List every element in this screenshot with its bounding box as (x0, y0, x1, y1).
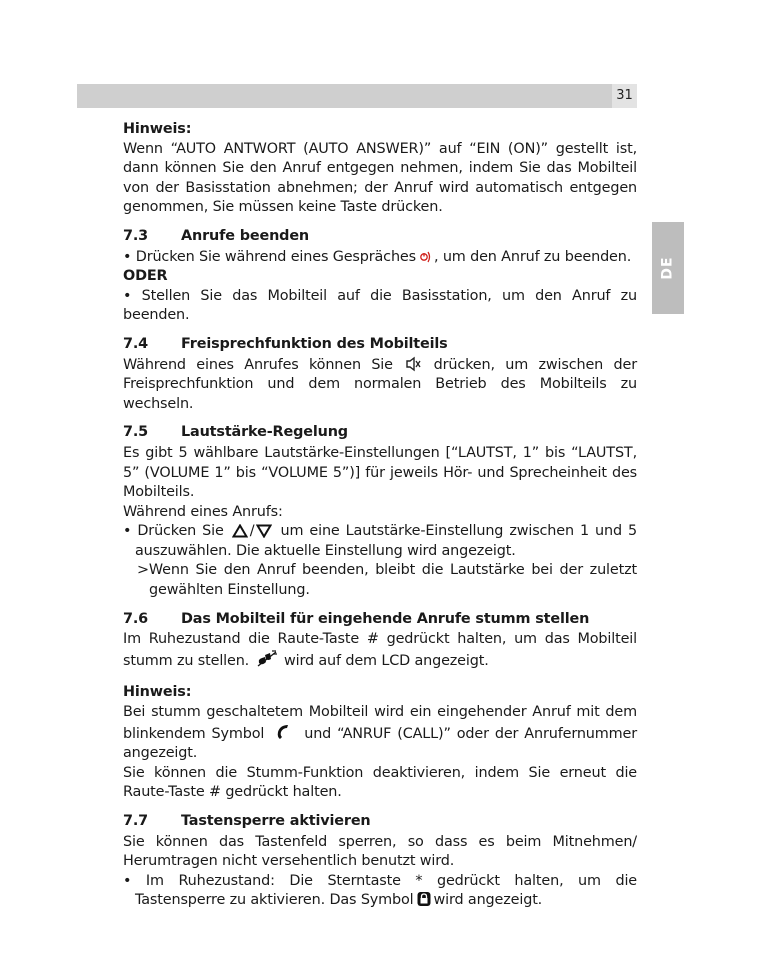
s77-bullet (123, 872, 637, 911)
note2-post: und “ANRUF (CALL)” oder der Anrufernummer angezeigt. (123, 725, 637, 762)
note2-text1 (123, 703, 637, 764)
s76-text (123, 630, 637, 671)
end-call-icon (418, 250, 432, 264)
s75-bullet-pre: • Drücken Sie (123, 523, 224, 540)
header-bar (77, 84, 615, 108)
speaker-icon (405, 356, 421, 372)
note2-title: Hinweis: (123, 684, 192, 701)
section-title: Freisprechfunktion des Mobilteils (181, 335, 448, 352)
note2-pre: Bei stumm geschaltetem Mobilteil wird ein eingehender Anruf mit dem blinkendem Symbol (123, 704, 637, 742)
section-number: 7.3 (123, 227, 149, 244)
s73-bullet1 (123, 248, 637, 268)
s74-pre: Während eines Anrufes können Sie (123, 356, 393, 373)
page-number: 31 (612, 84, 637, 108)
s73-bullet1-post: , um den Anruf zu beenden. (433, 248, 632, 265)
section-7-6-heading (123, 610, 637, 630)
section-7-5-heading (123, 423, 637, 443)
note1-title: Hinweis: (123, 121, 192, 137)
section-7-3-heading (123, 227, 637, 247)
s77-p1: Sie können das Tastenfeld sperren, so dass es beim Mitnehmen/ Herumtragen nicht versehentlich benutzt wird. (123, 833, 637, 870)
s75-p2: Während eines Anrufs: (123, 503, 283, 520)
note1-text: Wenn “AUTO ANTWORT (AUTO ANSWER)” auf “EIN (ON)” gestellt ist, dann können Sie den Anruf entgegen nehmen, indem Sie das Mobilteil von der Basisstation abnehmen; der Anruf wird automatisch entgegen genommen, Sie müssen keine Taste drücken. (123, 140, 637, 216)
language-tab (652, 222, 684, 314)
s75-bullet (123, 522, 637, 561)
section-title: Anrufe beenden (181, 227, 310, 244)
s75-bullet-post: um eine Lautstärke-Einstellung zwischen 1 und 5 auszuwählen. Die aktuelle Einstellung wird angezeigt. (135, 523, 637, 559)
s76-post: wird auf dem LCD angezeigt. (283, 652, 489, 669)
s76-pre: Im Ruhezustand die Raute-Taste # gedrückt halten, um das Mobilteil stumm zu stellen. (123, 631, 637, 669)
s74-text (123, 356, 637, 415)
page-content (123, 120, 637, 911)
section-7-4-heading (123, 335, 637, 355)
section-title: Lautstärke-Regelung (181, 424, 348, 441)
lock-icon (416, 891, 432, 907)
section-number: 7.6 (123, 610, 149, 627)
section-number: 7.7 (123, 813, 149, 829)
up-arrow-icon (232, 524, 248, 538)
section-number: 7.5 (123, 424, 149, 441)
s74-post: drücken, um zwischen der Freisprechfunktion und dem normalen Betrieb des Mobilteils zu wechseln. (123, 356, 637, 412)
note2-text2: Sie können die Stumm-Funktion deaktivieren, indem Sie erneut die Raute-Taste # gedrückt halten. (123, 764, 637, 801)
down-arrow-icon (256, 524, 272, 538)
s77-bullet-pre: • Im Ruhezustand: Die Sterntaste * gedrückt halten, um die Tastensperre zu aktivieren. Das Symbol (123, 872, 637, 909)
section-title: Tastensperre aktivieren (181, 813, 371, 829)
mute-ringer-icon (256, 650, 278, 668)
phone-handset-icon (272, 723, 296, 741)
section-title: Das Mobilteil für eingehende Anrufe stumm stellen (181, 610, 590, 627)
section-7-7-heading (123, 812, 637, 832)
s75-subnote: >Wenn Sie den Anruf beenden, bleibt die Lautstärke bei der zuletzt gewählten Einstellung. (137, 562, 637, 599)
s75-bullet-sep: / (249, 523, 255, 540)
s73-bullet2: • Stellen Sie das Mobilteil auf die Basisstation, um den Anruf zu beenden. (123, 287, 637, 324)
language-tab-label: DE (660, 256, 676, 280)
oder-label: ODER (123, 268, 168, 285)
section-number: 7.4 (123, 335, 149, 352)
s75-p1: Es gibt 5 wählbare Lautstärke-Einstellungen [“LAUTST, 1” bis “LAUTST, 5” (VOLUME 1” bis “VOLUME 5”)] für jeweils Hör- und Sprecheinheit des Mobilteils. (123, 444, 637, 501)
s77-bullet-post: wird angezeigt. (433, 892, 543, 909)
s73-bullet1-pre: • Drücken Sie während eines Gespräches (123, 248, 416, 265)
